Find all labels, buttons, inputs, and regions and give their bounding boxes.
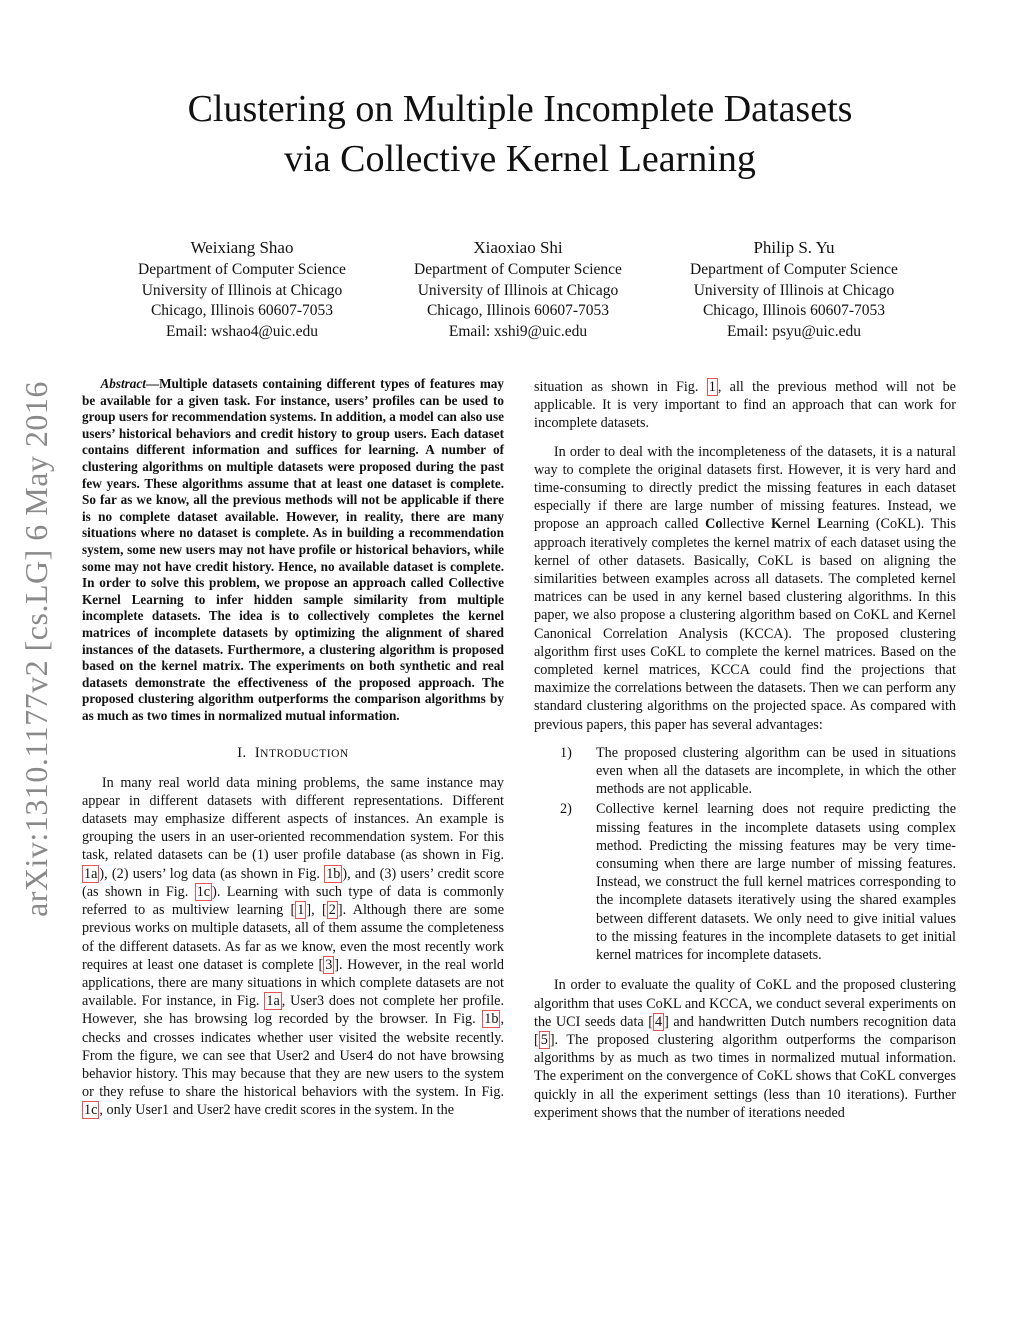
text-span: llective — [722, 516, 771, 533]
text-span: ]. The proposed clustering algorithm outperforms the comparison algorithms by as much as two times in normalized mutual information. The experiment on the convergence of CoKL shows that CoKL converges quickly in all the experiment settings (less than 10 iterations). Further experiment shows that the number of iterations needed — [534, 1031, 956, 1121]
author-1 — [112, 236, 372, 342]
text-span: ], [ — [306, 902, 327, 919]
author-email: Email: wshao4@uic.edu — [165, 322, 319, 340]
author-dept: Department of Computer Science — [414, 261, 622, 278]
citation-ref-3[interactable]: 3 — [325, 956, 333, 973]
text-span: , User3 does not complete her profile. However, she has browsing log recorded by the browser. In Fig. — [82, 993, 504, 1028]
author-2 — [388, 236, 648, 342]
author-name: Philip S. Yu — [753, 238, 835, 257]
section-heading-introduction — [82, 744, 504, 763]
arxiv-identifier-stamp — [10, 364, 62, 934]
text-span: In order to evaluate the quality of CoKL and the proposed clustering algorithm that uses CoKL and KCCA, we conduct several experiments on the UCI seeds data [ — [534, 977, 956, 1030]
bold-letter: Co — [705, 516, 723, 533]
intro-paragraph-3 — [534, 976, 956, 1122]
title-line-2: via Collective Kernel Learning — [284, 138, 756, 180]
section-title-rest: NTRODUCTION — [260, 748, 349, 761]
text-span: ), and (3) users’ credit score (as shown in Fig. — [82, 865, 504, 900]
section-number: I. — [237, 745, 247, 762]
author-univ: University of Illinois at Chicago — [417, 281, 619, 299]
list-item-text: Collective kernel learning does not require predicting the missing features in the incomplete datasets using complex method. Predicting the missing features may be very time-consuming when there are large number of missing features. Instead, we construct the full kernel matrices corresponding to the incomplete datasets iteratively using the shared examples between different datasets. We only need to give initial values to the missing features in the incomplete datasets to get initial kernel matrices for incomplete datasets. — [596, 801, 956, 964]
author-dept: Department of Computer Science — [138, 261, 346, 278]
text-span: earning (CoKL). This approach iteratively completes the kernel matrix of each dataset using the kernel of other datasets. Basically, CoKL is based on aligning the similarities between examples across all datasets. The completed kernel matrices can be used in any kernel based clustering algorithms. In this paper, we also propose a clustering algorithm based on CoKL and Kernel Canonical Correlation Analysis (KCCA). The proposed clustering algorithm first uses CoKL to complete the kernel matrices. Based on the completed kernel matrices, KCCA could find the projections that maximize the correlations between the datasets. Then we can perform any standard clustering algorithms on the projected space. As compared with previous papers, this paper has several advantages: — [534, 516, 957, 733]
list-item-number: 2) — [560, 801, 572, 818]
author-email: Email: psyu@uic.edu — [727, 322, 861, 340]
bold-letter: L — [817, 516, 827, 533]
abstract — [82, 376, 504, 724]
author-3 — [664, 236, 924, 342]
author-univ: University of Illinois at Chicago — [141, 281, 343, 299]
list-item — [534, 800, 956, 964]
text-span: , checks and crosses indicates whether user visited the website recently. From the figure, we can see that User2 and User4 do not have browsing behavior history. This may because that they are new users to the system or they refuse to share the historical behaviors with the system. In Fig. — [82, 1011, 504, 1101]
fig-ref-1c[interactable]: 1c — [196, 883, 211, 900]
fig-ref-1b[interactable]: 1b — [484, 1011, 499, 1028]
author-univ: University of Illinois at Chicago — [693, 281, 895, 299]
right-column — [534, 378, 956, 1132]
abstract-text: —Multiple datasets containing different types of features may be available for a given task. For instance, users’ profiles can be used to group users for recommendation systems. In addition, a model can also use users’ historical behaviors and credit history to group users. Each dataset contains different information and suffices for learning. A number of clustering algorithms on multiple datasets were proposed during the past few years. These algorithms assume that at least one dataset is complete. So far as we know, all the previous methods will not be applicable if there is no complete dataset available. However, in reality, there are many situations where no dataset is complete. As in building a recommendation system, some new users may not have profile or historical behaviors, while some may not have credit history. Hence, no available dataset is complete. In order to solve this problem, we propose an approach called Collective Kernel Learning to infer hidden sample similarity from multiple incomplete datasets. The idea is to collectively completes the kernel matrices of incomplete datasets by optimizing the alignment of shared instances of the datasets. Furthermore, a clustering algorithm is proposed based on the kernel matrix. The experiments on both synthetic and real datasets demonstrate the effectiveness of the proposed approach. The proposed clustering algorithm outperforms the comparison algorithms by as much as two times in normalized mutual information. — [82, 376, 504, 723]
fig-ref-1c[interactable]: 1c — [84, 1102, 98, 1119]
title-line-1: Clustering on Multiple Incomplete Datasets — [187, 88, 853, 130]
left-column — [82, 376, 504, 1130]
author-name: Xiaoxiao Shi — [473, 238, 563, 257]
fig-ref-1a[interactable]: 1a — [84, 865, 98, 882]
section-initial: I — [254, 745, 261, 762]
text-span: ] and handwritten Dutch numbers recognition data [ — [534, 1013, 957, 1048]
abstract-label: Abstract — [100, 376, 146, 391]
list-item-number: 1) — [560, 744, 572, 761]
text-span: ernel — [782, 516, 818, 533]
text-span: , all the previous method will not be applicable. It is very important to find an approach that can work for incomplete datasets. — [534, 379, 956, 432]
author-city: Chicago, Illinois 60607-7053 — [702, 302, 886, 319]
paper-title — [100, 84, 940, 184]
author-email: Email: xshi9@uic.edu — [448, 322, 588, 340]
list-item-text: The proposed clustering algorithm can be used in situations even when all the datasets are incomplete, in which the other methods are not applicable. — [596, 744, 956, 798]
text-span: ]. Although there are some previous works on multiple datasets, all of them assume the completeness of the different datasets. As far as we know, even the most recently work requires at least one dataset is complete [ — [82, 902, 504, 973]
text-span: In order to deal with the incompleteness of the datasets, it is a natural way to complete the original datasets first. However, it is very hard and time-consuming to directly predict the missing features in each dataset especially if there are large number of missing features. Instead, we propose an approach called — [534, 443, 956, 533]
intro-paragraph-continued — [534, 378, 956, 433]
author-city: Chicago, Illinois 60607-7053 — [426, 302, 610, 319]
citation-ref-5[interactable]: 5 — [540, 1031, 548, 1048]
text-span: , only User1 and User2 have credit scores in the system. In the — [99, 1102, 454, 1119]
text-span: ). Learning with such type of data is commonly referred to as multiview learning [ — [82, 883, 504, 919]
text-span: ), (2) users’ log data (as shown in Fig. — [99, 865, 325, 882]
advantages-list — [534, 744, 956, 964]
intro-paragraph-1 — [82, 774, 504, 1120]
citation-ref-1[interactable]: 1 — [297, 902, 305, 919]
fig-ref-1b[interactable]: 1b — [326, 865, 341, 882]
fig-ref-1[interactable]: 1 — [708, 379, 716, 395]
citation-ref-4[interactable]: 4 — [654, 1013, 663, 1030]
bold-letter: K — [770, 516, 782, 533]
author-name: Weixiang Shao — [190, 238, 294, 257]
author-city: Chicago, Illinois 60607-7053 — [150, 302, 334, 319]
text-span: ]. However, in the real world applications, there are many situations in which complete datasets are not available. For instance, in Fig. — [82, 956, 504, 1010]
text-span: In many real world data mining problems, the same instance may appear in different datasets with different representations. Different datasets may emphasize different aspects of instances. An example is grouping the users in an user-oriented recommendation system. For this task, related datasets can be (1) user profile database (as shown in Fig. — [82, 774, 504, 864]
intro-paragraph-2 — [534, 443, 956, 734]
list-item — [534, 744, 956, 799]
author-dept: Department of Computer Science — [690, 261, 898, 278]
citation-ref-2[interactable]: 2 — [328, 902, 336, 919]
author-block — [100, 236, 940, 346]
arxiv-identifier-text: arXiv:1310.1177v2 [cs.LG] 6 May 2016 — [18, 381, 54, 917]
fig-ref-1a[interactable]: 1a — [266, 993, 280, 1010]
text-span: situation as shown in Fig. — [534, 379, 707, 395]
